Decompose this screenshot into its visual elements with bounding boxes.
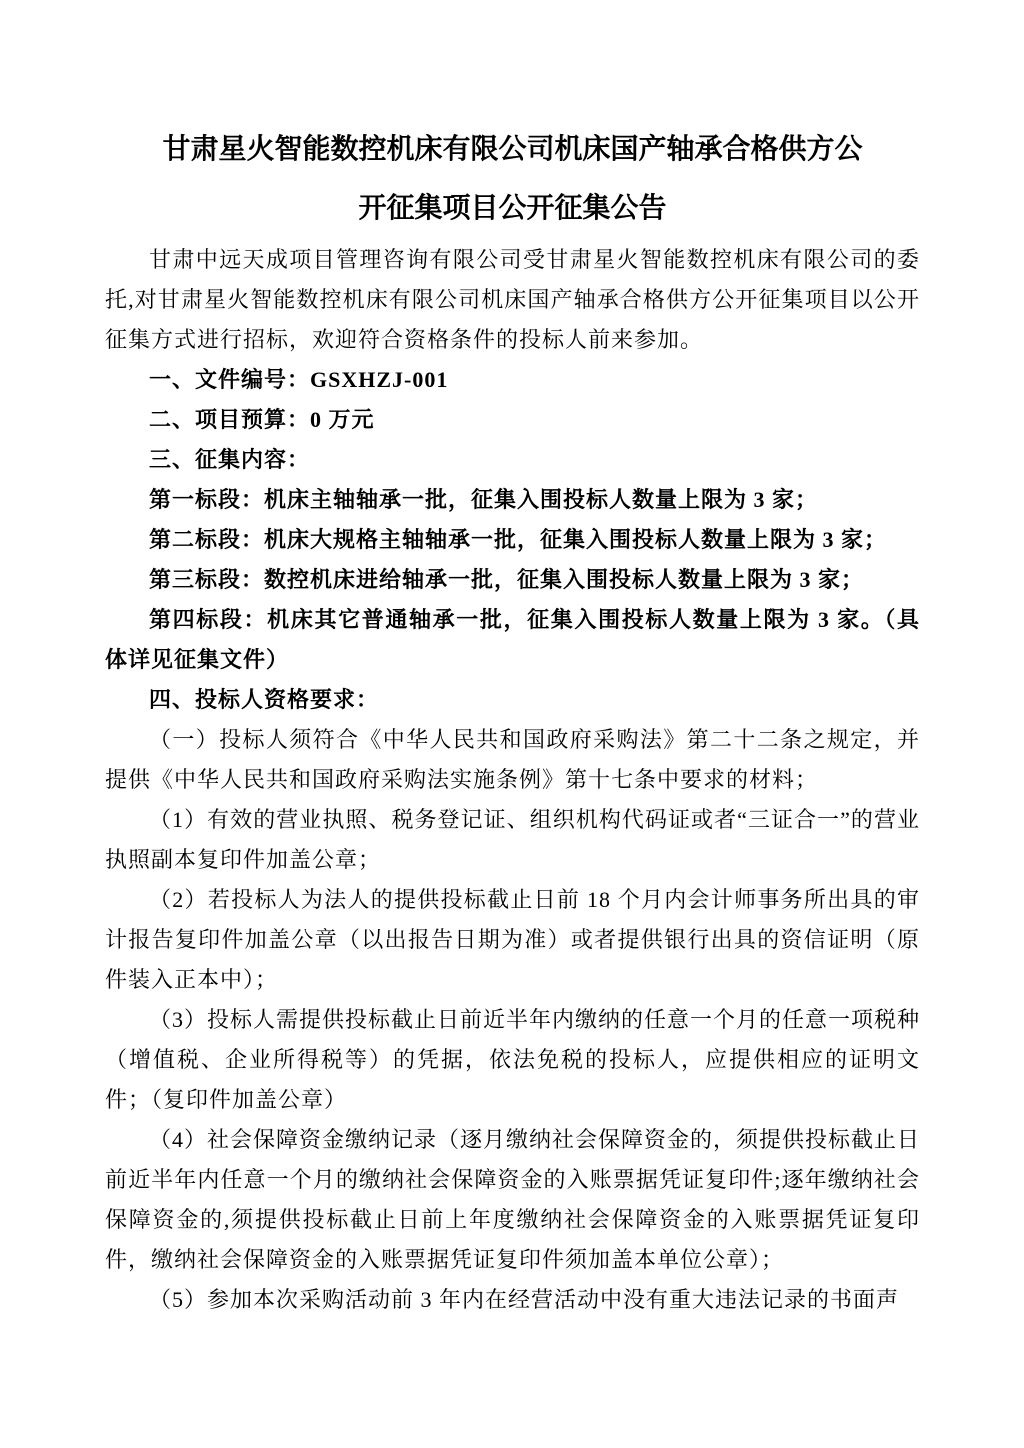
lot-section-4: 第四标段：机床其它普通轴承一批，征集入围投标人数量上限为 3 家。（具体详见征集文件） [105,607,920,672]
paragraph-intro: 甘肃中远天成项目管理咨询有限公司受甘肃星火智能数控机床有限公司的委托,对甘肃星火智能数控机床有限公司机床国产轴承合格供方公开征集项目以公开征集方式进行招标，欢迎符合资格条件的投标人前来参加。 [105,247,920,352]
heading-solicitation-content: 三、征集内容： [149,447,311,472]
requirement-item-3: （3）投标人需提供投标截止日前近半年内缴纳的任意一个月的任意一项税种（增值税、企业所得税等）的凭据，依法免税的投标人，应提供相应的证明文件；（复印件加盖公章） [105,1007,921,1112]
lot-section-3: 第三标段：数控机床进给轴承一批，征集入围投标人数量上限为 3 家； [149,567,865,592]
requirement-item-5: （5）参加本次采购活动前 3 年内在经营活动中没有重大违法记录的书面声 [149,1287,900,1312]
heading-document-number: 一、文件编号：GSXHZJ-001 [149,367,449,392]
requirement-item-4: （4）社会保障资金缴纳记录（逐月缴纳社会保障资金的，须提供投标截止日前近半年内任意一个月的缴纳社会保障资金的入账票据凭证复印件;逐年缴纳社会保障资金的,须提供投标截止日前上年度缴纳社会保障资金的入账票据凭证复印件，缴纳社会保障资金的入账票据凭证复印件须加盖本单位公章）； [105,1127,921,1272]
heading-project-budget: 二、项目预算：0 万元 [149,407,375,432]
requirement-item-1: （1）有效的营业执照、税务登记证、组织机构代码证或者“三证合一”的营业执照副本复印件加盖公章； [105,807,920,872]
heading-bidder-qualification: 四、投标人资格要求： [149,687,380,712]
qualification-clause-1: （一）投标人须符合《中华人民共和国政府采购法》第二十二条之规定，并提供《中华人民共和国政府采购法实施条例》第十七条中要求的材料； [105,727,920,792]
lot-section-2: 第二标段：机床大规格主轴轴承一批，征集入围投标人数量上限为 3 家； [149,527,888,552]
requirement-item-2: （2）若投标人为法人的提供投标截止日前 18 个月内会计师事务所出具的审计报告复印件加盖公章（以出报告日期为准）或者提供银行出具的资信证明（原件装入正本中）； [105,887,920,992]
document-title: 甘肃星火智能数控机床有限公司机床国产轴承合格供方公开征集项目公开征集公告 [162,134,863,224]
lot-section-1: 第一标段：机床主轴轴承一批，征集入围投标人数量上限为 3 家； [149,487,819,512]
